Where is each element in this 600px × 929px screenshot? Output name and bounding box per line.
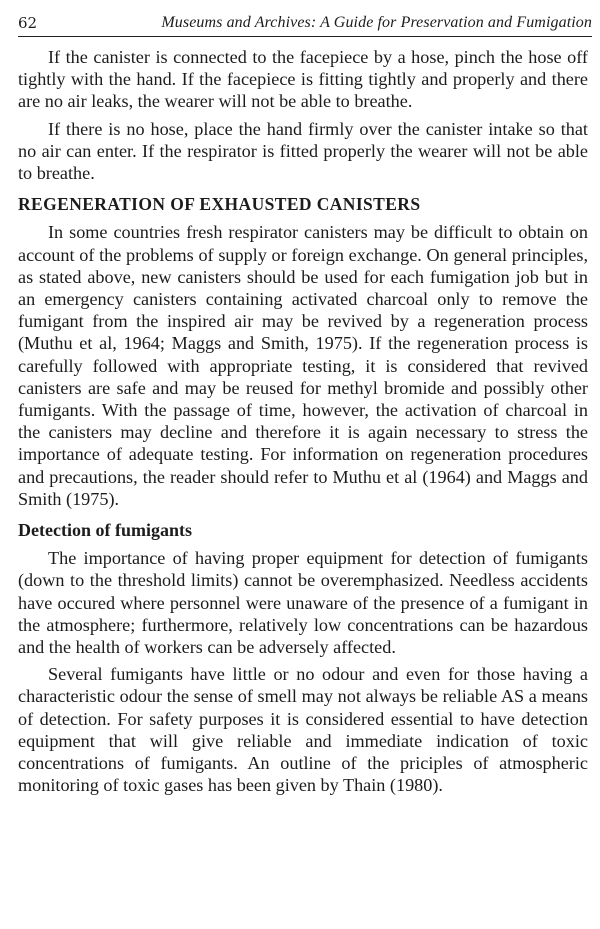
page-number: 62	[18, 14, 38, 32]
paragraph-regeneration: In some countries fresh respirator canisters may be difficult to obtain on account of the problems of supply or foreign exchange. On general principles, as stated above, new canisters should be used for each fumigation job but in an emergency canisters containing activated charcoal only to remove the fumigant from the inspired air may be revived by a regeneration process (Muthu et al, 1964; Maggs and Smith, 1975). If the regeneration process is carefully followed with appropriate testing, it is considered that revived canisters are safe and may be reused for methyl bromide and possibly other fumigants. With the passage of time, however, the activation of charcoal in the canisters may decline and therefore it is again necessary to stress the importance of adequate testing. For information on regeneration procedures and precautions, the reader should refer to Muthu et al (1964) and Maggs and Smith (1975).	[18, 222, 588, 509]
paragraph-hose-test: If the canister is connected to the facepiece by a hose, pinch the hose off tightly with the hand. If the facepiece is fitting tightly and properly and there are no air leaks, the wearer will not be able to breathe.	[18, 47, 588, 112]
paragraph-detection-equipment: Several fumigants have little or no odour and even for those having a characteristic odour the sense of smell may not always be reliable AS a means of detection. For safety purposes it is considered essential to have detection equipment that will give reliable and immediate indication of toxic concentrations of fumigants. An outline of the priciples of atmospheric monitoring of toxic gases has been given by Thain (1980).	[18, 664, 588, 796]
paragraph-no-hose-test: If there is no hose, place the hand firmly over the canister intake so that no air can enter. If the respirator is fitted properly the wearer will not be able to breathe.	[18, 118, 588, 184]
paragraph-detection-importance: The importance of having proper equipment for detection of fumigants (down to the threshold limits) cannot be overemphasized. Needless accidents have occured where personnel were unaware of the presence of a fumigant in the atmosphere; furthermore, relatively low concentrations can be hazardous and the health of workers can be adversely affected.	[18, 548, 588, 658]
section-heading-regeneration: REGENERATION OF EXHAUSTED CANISTERS	[18, 194, 421, 215]
subsection-heading-detection: Detection of fumigants	[18, 520, 192, 541]
running-head	[18, 10, 592, 34]
running-title: Museums and Archives: A Guide for Preservation and Fumigation	[161, 14, 592, 31]
header-rule	[18, 36, 592, 37]
body-text	[18, 46, 588, 797]
